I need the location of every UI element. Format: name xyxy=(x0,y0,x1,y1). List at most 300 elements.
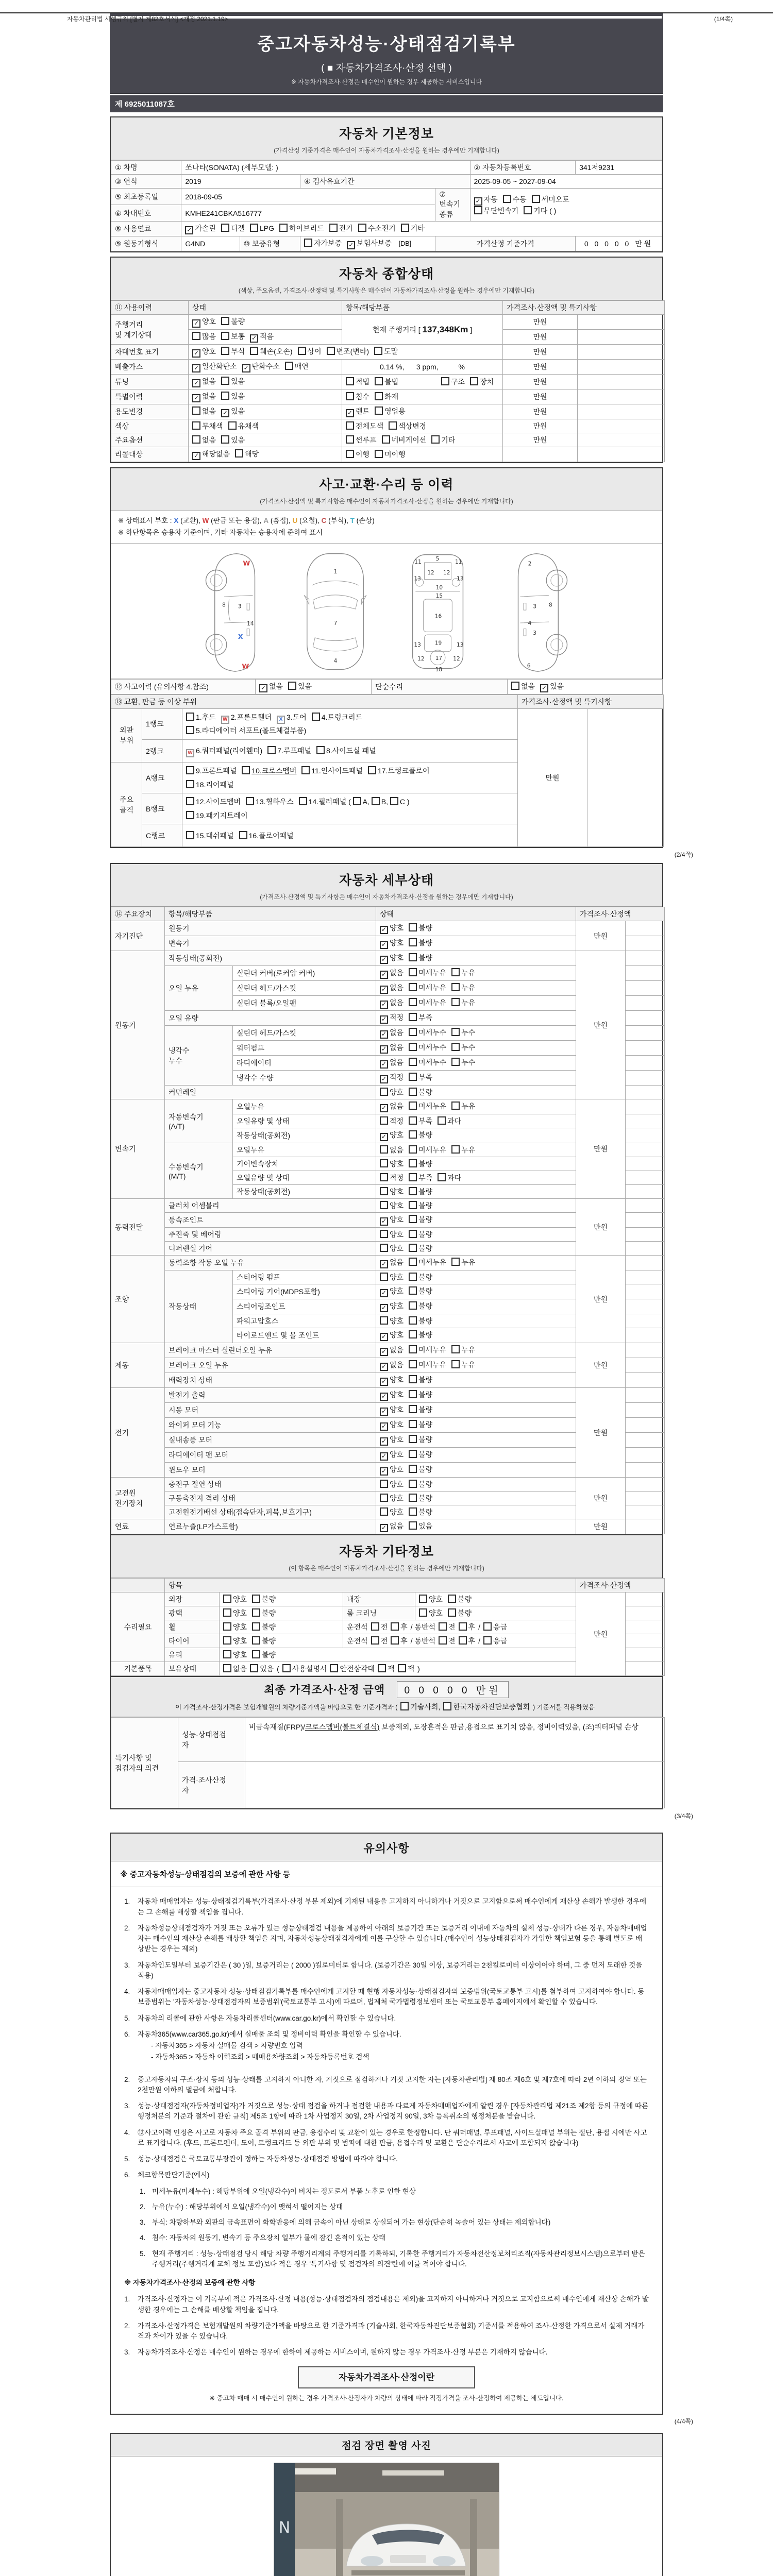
panel-items[interactable]: W 6.쿼터패널(리어휀더) 7.루프패널 8.사이드실 패널 xyxy=(182,740,518,762)
device-group-label: 제동 xyxy=(111,1343,165,1388)
svg-text:13: 13 xyxy=(456,642,464,649)
accident-flag-table xyxy=(111,679,663,694)
item-state-options[interactable]: ✓ 없음 미세누유 누유 xyxy=(376,1358,576,1373)
exchange-panel-label: ⑬ 교환, 판금 등 이상 부위 xyxy=(111,694,518,708)
svg-text:8: 8 xyxy=(222,602,226,608)
accident-header xyxy=(111,468,662,511)
etc-col-blank xyxy=(111,1579,165,1592)
item-label: 커먼레일 xyxy=(165,1086,376,1099)
item-state-options[interactable]: ✓ 없음 있음 xyxy=(376,1519,576,1534)
section-notice xyxy=(110,1833,663,2415)
notice-item: 3. 성능·상태점검자(자동차정비업자)가 거짓으로 성능·상태 점검을 하거나 점검한 내용과 다르게 자동차매매업자에게 알린 경우 [자동차관리법 제21조 제2항 등의 규정에 따른 행정처분의 기준과 절차에 관한 규칙] 제5조 1항에 따라 1차 사업정지 30일, 2차 사업정지 90일, 3차 등록취소의 행정처분을 받습니다. xyxy=(124,2102,649,2121)
item-state-options[interactable]: 양호 불량 xyxy=(376,1086,576,1099)
notice-body xyxy=(111,1887,662,2414)
svg-text:11: 11 xyxy=(455,558,462,565)
notice-item: 5. 자동차의 리콜에 관한 사항은 자동차리콜센터(www.car.go.kr)에서 확인할 수 있습니다. xyxy=(124,2014,396,2022)
state-options[interactable]: ✓ 해당없음 해당 xyxy=(189,447,342,462)
item-label: 실린더 헤드/가스킷 xyxy=(233,1026,376,1041)
emission-values: 0.14 %, 3 ppm, % xyxy=(342,360,503,375)
overall-header xyxy=(111,258,662,300)
car-diagram-top-view xyxy=(293,550,378,673)
detail-table: ⑭ 주요장치 항목/해당부품 상태 가격조사·산정액 자기진단 원동기 ✓ 양호 불량 만원 변속기 ✓ 양호 불량 원동기 작동상태(공회전) ✓ 양호 불량 만원 오일 누유 실린더 커버(로커암 커버) ✓ 없음 미세누유 누유 실린더 헤드/가스킷 ✓ 없음 미세누유 누유 실린더 블록/오일팬 ✓ 없음 미세누유 누유 오일 유량 ✓ 적정 부족 냉각수 누수 실린더 헤드/가스킷 ✓ 없음 미세누수 누수 워터펌프 ✓ 없음 미세누수 누수 라디에이터 ✓ 없음 미세누수 누수 냉각수 수량 ✓ 적정 부족 커먼레일 양호 불량 변속기 자동변속기 (A/T) 오일누유 ✓ 없음 미세누유 누유 만원 오일유량 및 상태 적정 부족 과다 작동상태(공회전) ✓ 양호 불량 수동변속기 (M/T) 오일누유 없음 미세누유 누유 기어변속장치 양호 불량 오일유량 및 상태 적정 부족 과다 작동상태(공회전) 양호 불량 동력전달 클러치 어셈블리 양호 불량 만원 등속조인트 ✓ 양호 불량 추진축 및 베어링 양호 불량 디퍼렌셜 기어 양호 불량 조향 동력조향 작동 오일 누유 ✓ 없음 미세누유 누유 만원 작동상태 스티어링 펌프 양호 불량 스티어링 기어(MDPS포함) ✓ 양호 불량 스티어링조인트 ✓ 양호 불량 파워고압호스 양호 불량 타이로드엔드 및 볼 조인트 ✓ 양호 불량 제동 브레이크 마스터 실린더오일 누유 ✓ 없음 미세누유 누유 만원 브레이크 오일 누유 ✓ 없음 미세누유 누유 배력장치 상태 ✓ 양호 불량 전기 발전기 출력 ✓ 양호 불량 만원 시동 모터 ✓ 양호 불량 와이퍼 모터 기능 ✓ 양호 불량 실내송풍 모터 ✓ 양호 불량 라디에이터 팬 모터 ✓ 양호 불량 윈도우 모터 ✓ 양호 불량 고전원 전기장치 충전구 절연 상태 양호 불량 만원 구동축전지 격리 상태 양호 불량 고전원전기배선 상태(접속단자,피복,보호기구) 양호 불량 연료 연료누출(LP가스포함) ✓ 없음 있음 만원 xyxy=(111,907,665,1534)
detail-header xyxy=(111,864,662,907)
item-label: 기어변속장치 xyxy=(233,1157,376,1171)
svg-text:19: 19 xyxy=(434,640,442,647)
page-marker-4: (4/4쪽) xyxy=(674,2417,693,2425)
engine-type-label: ⑨ 원동기형식 xyxy=(111,236,181,251)
item-label: 구동축전지 격리 상태 xyxy=(165,1492,376,1505)
svg-text:X: X xyxy=(238,632,243,640)
notice-item: 5. 성능·상태점검은 국토교통부장관이 정하는 자동차성능·상태점검 방법에 따라야 합니다. xyxy=(124,2155,398,2163)
etc-item-options[interactable]: 양호 불량 xyxy=(220,1648,576,1662)
page-meta-row xyxy=(67,14,733,23)
final-price-note: 이 가격조사·산정가격은 보험개발원의 차량기준가액을 바탕으로 한 기준가격과 ( 기술사회, 한국자동차진단보증협회 ) 기준서를 적용하였음 xyxy=(175,1703,595,1711)
base-price-value: 0 0 0 0 0 만원 xyxy=(576,236,662,251)
notice-item: 2. 가격조사·산정가격은 보험개발원의 차량기준가액을 바탕으로 한 기준가격과 (기술사회, 한국자동차진단보증협회) 기준서를 적용하여 조사·산정한 가격으로서 실제 거래가격과 차이가 있을 수 있습니다. xyxy=(124,2321,645,2341)
remarks-label: 특기사항 및 점검자의 의견 xyxy=(111,1718,178,1808)
item-state-options[interactable]: ✓ 양호 불량 xyxy=(376,1299,576,1314)
notice-item: 4. ⑫사고이력 인정은 사고로 자동차 주요 골격 부위의 판금, 용접수리 및 교환이 있는 경우로 한정합니다. 단 쿼터패널, 루프패널, 사이드실패널 부위는 절단, 용접 시에만 사고로 표기합니다. (후드, 프론트펜더, 도어, 트렁크리드 등 외판 부위 및 범퍼에 대한 판금, 용접수리 및 교환은 단순수리로서 사고에 포함되지 않습니다) xyxy=(124,2128,647,2147)
item-label: 실내송풍 모터 xyxy=(165,1433,376,1448)
item-label: 클러치 어셈블리 xyxy=(165,1199,376,1213)
item-label: 오일 유량 xyxy=(165,1011,376,1026)
use-history-label: 용도변경 xyxy=(111,404,189,419)
item-state-options[interactable]: 양호 불량 xyxy=(376,1478,576,1492)
detail-title: 자동차 세부상태 xyxy=(339,873,434,888)
item-state-options[interactable]: ✓ 양호 불량 xyxy=(376,951,576,966)
use-history-label: 차대번호 표기 xyxy=(111,345,189,360)
accident-history-label: ⑫ 사고이력 (유의사항 4.참조) xyxy=(111,679,256,694)
accident-subtitle: (가격조사·산정액 및 특기사항은 매수인이 자동차가격조사·산정을 원하는 경우에만 기재합니다) xyxy=(260,498,513,505)
etc-subtitle: (이 항목은 매수인이 자동차가격조사·산정을 원하는 경우에만 기재합니다) xyxy=(289,1565,484,1572)
svg-text:18: 18 xyxy=(435,667,443,673)
etc-item-options[interactable]: 양호 불량 xyxy=(220,1606,343,1620)
document xyxy=(110,12,693,2576)
document-number: 제 6925011087호 xyxy=(110,95,663,112)
svg-text:12: 12 xyxy=(427,569,434,576)
etc-item-label: 외장 xyxy=(165,1592,220,1606)
section-photos xyxy=(110,2433,663,2576)
state-options[interactable]: 무채색 유채색 xyxy=(189,419,342,433)
etc-item-label: 유리 xyxy=(165,1648,220,1662)
svg-text:1: 1 xyxy=(333,568,338,575)
page-top-border xyxy=(0,12,773,13)
detail-col-state: 상태 xyxy=(376,907,576,921)
svg-text:12: 12 xyxy=(453,655,460,662)
overall-col-price: 가격조사·산정액 및 특기사항 xyxy=(503,301,665,315)
inspector-remark-label: 성능·상태점검 자 xyxy=(178,1718,245,1762)
repair-needed-label: 수리필요 xyxy=(111,1592,165,1662)
item-label: 냉각수 수량 xyxy=(233,1071,376,1086)
svg-text:15: 15 xyxy=(435,592,443,599)
transmission-label: ⑦ 변속기 종류 xyxy=(435,189,470,222)
etc-position-options[interactable]: 운전석 전 후 / 동반석 전 후 / 응급 xyxy=(343,1620,576,1634)
item-state-options[interactable]: ✓ 없음 미세누유 누유 xyxy=(376,1099,576,1114)
item-label: 작동상태(공회전) xyxy=(233,1185,376,1199)
etc-header xyxy=(111,1534,662,1578)
item-state-options[interactable]: ✓ 없음 미세누수 누수 xyxy=(376,1041,576,1056)
item-label: 실린더 블록/오일팬 xyxy=(233,996,376,1011)
item-state-options[interactable]: ✓ 양호 불량 xyxy=(376,1213,576,1228)
detail-col-price: 가격조사·산정액 xyxy=(576,907,665,921)
vin-label: ⑥ 차대번호 xyxy=(111,205,181,222)
item-state-options[interactable]: ✓ 적정 부족 xyxy=(376,1071,576,1086)
state-options[interactable]: 없음 ✓ 있음 xyxy=(189,404,342,419)
notice-subtitle: ※ 중고자동차성능·상태점검의 보증에 관한 사항 등 xyxy=(111,1861,662,1887)
car-diagram-left-side xyxy=(198,550,275,673)
etc-item-options[interactable]: 양호 불량 xyxy=(220,1620,343,1634)
part-options[interactable]: ✓ 렌트 영업용 xyxy=(342,404,503,419)
item-label: 라디에이터 팬 모터 xyxy=(165,1448,376,1463)
item-label: 동력조향 작동 오일 누유 xyxy=(165,1256,376,1270)
document-title: 중고자동차성능·상태점검기록부 xyxy=(257,35,516,54)
item-label: 고전원전기배선 상태(접속단자,피복,보호기구) xyxy=(165,1505,376,1519)
svg-text:13: 13 xyxy=(414,575,421,582)
state-options[interactable]: ✓ 일산화탄소 ✓ 탄화수소 매연 xyxy=(189,360,342,375)
item-state-options[interactable]: ✓ 양호 불량 xyxy=(376,1403,576,1418)
inspection-photo-front xyxy=(274,2463,499,2576)
item-state-options[interactable]: ✓ 없음 미세누유 누유 xyxy=(376,966,576,981)
item-label: 변속기 xyxy=(165,936,376,951)
law-reference: 자동차관리법 시행규칙 [별지 제82호서식] <개정 2021.1.19> xyxy=(67,15,228,23)
notice-item: 6. 자동차365(www.car365.go.kr)에서 실매물 조회 및 정비이력 확인을 확인할 수 있습니다. - 자동차365 > 자동차 실매물 검색 > 차량번호 입력 - 자동차365 > 자동차 이력조회 > 매매용차량조회 > 자동차등록번호 검색 xyxy=(124,2030,401,2061)
item-state-options[interactable]: ✓ 없음 미세누유 누유 xyxy=(376,1343,576,1358)
document-title-note: ※ 자동차가격조사·산정은 매수인이 원하는 경우 제공하는 서비스입니다 xyxy=(291,78,482,86)
notice-item: 3. 자동차인도일부터 보증기간은 ( 30 )일, 보증거리는 ( 2000 )킬로미터로 합니다. (보증기간은 30일 이상, 보증거리는 2천킬로미터 이상이어야 하며, 그 중 먼저 도래한 것을 적용) xyxy=(124,1961,643,1979)
device-group-label: 원동기 xyxy=(111,951,165,1099)
detail-col-device: ⑭ 주요장치 xyxy=(111,907,165,921)
svg-text:5: 5 xyxy=(435,555,440,562)
etc-item-options-b[interactable]: 양호 불량 xyxy=(415,1592,576,1606)
panel-items[interactable]: 12.사이드멤버 13.휠하우스 14.필러패널 ( A, B, C ) 19.패키지트레이 xyxy=(182,793,518,824)
item-state-options[interactable]: ✓ 양호 불량 xyxy=(376,1328,576,1343)
notice-subitem: 1. 미세누유(미세누수) : 해당부위에 오일(냉각수)이 비치는 정도로서 부품 노후로 인한 현상 xyxy=(140,2187,416,2195)
etc-item-label: 휠 xyxy=(165,1620,220,1634)
item-label: 스티어링 펌프 xyxy=(233,1270,376,1284)
svg-text:16: 16 xyxy=(434,613,442,620)
basic-info-table xyxy=(111,160,662,251)
panel-items[interactable]: 9.프론트패널 10.크로스멤버 11.인사이드패널 17.트렁크플로어 18.리어패널 xyxy=(182,762,518,793)
first-reg-value: 2018-09-05 xyxy=(181,189,435,205)
detail-col-item: 항목/해당부품 xyxy=(165,907,376,921)
device-sub-label: 수동변속기 (M/T) xyxy=(165,1143,233,1199)
state-code-line: ※ 상태표시 부호 : X (교환), W (판금 또는 용접), A (흠집), U (요철), C (부식), T (손상) xyxy=(118,517,375,524)
car-diagram-right-side xyxy=(498,550,575,673)
svg-text:13: 13 xyxy=(414,642,421,649)
section-overall-state xyxy=(110,257,663,463)
item-state-options[interactable]: ✓ 양호 불량 xyxy=(376,1373,576,1388)
item-state-options[interactable]: ✓ 양호 불량 xyxy=(376,1463,576,1478)
warranty-type-label: ⑩ 보증유형 xyxy=(240,236,300,251)
item-label: 오일누유 xyxy=(233,1099,376,1114)
notice-item: 6. 체크항목판단기준(예시) xyxy=(124,2171,210,2179)
item-state-options[interactable]: ✓ 양호 불량 xyxy=(376,1388,576,1403)
page-marker-2: (2/4쪽) xyxy=(674,851,693,859)
odometer-state-options[interactable]: ✓ 양호 불량 xyxy=(189,315,342,330)
item-state-options[interactable]: 양호 불량 xyxy=(376,1270,576,1284)
etc-position-options[interactable]: 운전석 전 후 / 동반석 전 후 / 응급 xyxy=(343,1634,576,1648)
item-label: 작동상태(공회전) xyxy=(165,951,376,966)
item-label: 추진축 및 베어링 xyxy=(165,1228,376,1242)
notice-item: 3. 자동차가격조사·산정은 매수인이 원하는 경우에 한하여 제공하는 서비스이며, 원하지 않는 경우 가격조사·산정 부분은 기재하지 않습니다. xyxy=(124,2348,548,2357)
mileage-amount-options[interactable]: 많음 보통 ✓ 적음 xyxy=(189,330,342,345)
item-state-options[interactable]: 적정 부족 과다 xyxy=(376,1114,576,1128)
item-label: 시동 모터 xyxy=(165,1403,376,1418)
item-state-options[interactable]: 양호 불량 xyxy=(376,1228,576,1242)
svg-text:2: 2 xyxy=(528,561,532,567)
item-state-options[interactable]: ✓ 양호 불량 xyxy=(376,1128,576,1143)
etc-item-label: 타이어 xyxy=(165,1634,220,1648)
device-group-label: 변속기 xyxy=(111,1099,165,1199)
svg-text:8: 8 xyxy=(549,602,552,608)
svg-text:7: 7 xyxy=(333,620,338,626)
svg-text:3: 3 xyxy=(533,630,536,636)
item-state-options[interactable]: ✓ 양호 불량 xyxy=(376,1448,576,1463)
use-history-label: 주요옵션 xyxy=(111,433,189,447)
part-options[interactable]: 적법 불법 구조 장치 xyxy=(342,375,503,389)
part-options[interactable]: 이행 미이행 xyxy=(342,447,503,462)
inspection-valid-label: ④ 검사유효기간 xyxy=(300,175,470,189)
notice-item: 4. 자동차매매업자는 중고자동차 성능·상태점검기록부를 매수인에게 고지할 때 현행 자동차성능·상태점검자의 보증범위(국토교통부 고시)를 첨부하여 고지하여야 합니다. 동 보증범위는 '자동차성능·상태점검자의 보증범위'(국토교통부 고시)에 따르며, 법제처 국가법령정보센터 또는 국토교통부 홈페이지에서 확인할 수 있습니다. xyxy=(124,1988,645,2006)
device-group-label: 연료 xyxy=(111,1519,165,1534)
item-label: 타이로드엔드 및 볼 조인트 xyxy=(233,1328,376,1343)
svg-text:3: 3 xyxy=(238,603,242,610)
item-state-options[interactable]: 양호 불량 xyxy=(376,1505,576,1519)
page-marker-1: (1/4쪽) xyxy=(714,15,733,23)
section-basic-info xyxy=(110,116,663,252)
item-state-options[interactable]: ✓ 없음 미세누유 누유 xyxy=(376,996,576,1011)
item-state-options[interactable]: ✓ 양호 불량 xyxy=(376,1418,576,1433)
etc-item-options[interactable]: 양호 불량 xyxy=(220,1634,343,1648)
notice-title: 유의사항 xyxy=(363,1842,410,1855)
state-options[interactable]: 없음 있음 xyxy=(189,433,342,447)
basic-info-header xyxy=(111,117,662,160)
vin-value: KMHE241CBKA516777 xyxy=(181,205,435,222)
svg-text:4: 4 xyxy=(333,657,338,664)
item-state-options[interactable]: ✓ 양호 불량 xyxy=(376,921,576,936)
inspection-valid-value: 2025-09-05 ~ 2027-09-04 xyxy=(470,175,662,189)
item-label: 작동상태(공회전) xyxy=(233,1128,376,1143)
car-name-label: ① 차명 xyxy=(111,161,181,175)
photos-header xyxy=(111,2434,662,2456)
etc-col-price: 가격조사·산정액 xyxy=(576,1579,665,1592)
item-label: 워터펌프 xyxy=(233,1041,376,1056)
item-label: 라디에이터 xyxy=(233,1056,376,1071)
item-label: 오일누유 xyxy=(233,1143,376,1157)
etc-item-label: 광택 xyxy=(165,1606,220,1620)
svg-text:13: 13 xyxy=(456,575,464,582)
overall-table: ⑪ 사용이력 상태 항목/해당부품 가격조사·산정액 및 특기사항 주행거리 및 계기상태 ✓ 양호 불량 현재 주행거리 [ 137,348Km ] 만원 많음 보통 ✓ 적음 만원 차대번호 표기 ✓ 양호 부식 훼손(오손) 상이 변조(변타) 도말 만원 배출가스 ✓ 일산화탄소 ✓ 탄화수소 매연 0.14 %, 3 ppm, % 만원 튜닝 ✓ 없음 있음 적법 불법 구조 장치 만원 특별이력 ✓ 없음 있음 침수 화재 만원 용도변경 없음 ✓ 있음 ✓ 렌트 영업용 만원 색상 무채색 유채색 전체도색 색상변경 만원 주요옵션 없음 있음 썬루프 네비게이션 기타 만원 리콜대상 ✓ 해당없음 해당 이행 미이행 xyxy=(111,300,665,462)
notice-item: 2. 자동차성능상태점검자가 거짓 또는 오류가 있는 성능상태점검 내용을 제공하여 아래의 보증기간 또는 보증거리 이내에 자동차의 실제 성능·상태가 다른 경우, 자동차매매업자는 매수인의 재산상 손해를 배상할 책임을 지며, 자동차성능상태점검자에게 이를 구상할 수 있습니다.(매수인이 성능상태점검자가 가입한 책임보험 등을 통해 별도로 배상받는 경우는 제외) xyxy=(124,1924,647,1953)
svg-text:12: 12 xyxy=(417,655,425,662)
use-history-label: 리콜대상 xyxy=(111,447,189,462)
notice-item: 1. 가격조사·산정자는 이 기록부에 적은 가격조사·산정 내용(성능·상태점검자의 점검내용은 제외)을 고지하지 아니하거나 거짓으로 고지함으로써 매수인에게 재산상 손해가 발생한 경우에는 그 손해를 배상할 책임을 집니다. xyxy=(124,2295,649,2314)
device-group-label: 조향 xyxy=(111,1256,165,1343)
overall-col-state: 상태 xyxy=(189,301,342,315)
title-box xyxy=(110,12,663,94)
item-label: 배력장치 상태 xyxy=(165,1373,376,1388)
etc-col-item: 항목 xyxy=(165,1579,576,1592)
etc-item-label-b: 내장 xyxy=(343,1592,415,1606)
svg-text:14: 14 xyxy=(247,620,254,627)
use-history-label: 주행거리 및 계기상태 xyxy=(111,315,189,345)
legend-note: ※ 하단항목은 승용차 기준이며, 기타 자동차는 승용차에 준하여 표시 xyxy=(118,528,323,536)
basic-items-label: 기본품목 xyxy=(111,1662,165,1676)
first-reg-label: ⑤ 최초등록일 xyxy=(111,189,181,205)
overall-title: 자동차 종합상태 xyxy=(339,267,434,281)
simple-repair-options[interactable]: 없음 ✓ 있음 xyxy=(508,679,663,694)
rank-label: 2랭크 xyxy=(142,740,182,762)
item-label: 와이퍼 모터 기능 xyxy=(165,1418,376,1433)
appraiser-remark-label: 가격·조사산정 자 xyxy=(178,1762,245,1808)
item-state-options[interactable]: ✓ 적정 부족 xyxy=(376,1011,576,1026)
rank-label: 1랭크 xyxy=(142,708,182,739)
etc-item-options[interactable]: 양호 불량 xyxy=(220,1592,343,1606)
item-label: 오일유량 및 상태 xyxy=(233,1171,376,1185)
item-state-options[interactable]: ✓ 양호 불량 xyxy=(376,1284,576,1299)
item-label: 스티어링 기어(MDPS포함) xyxy=(233,1284,376,1299)
car-name-value: 쏘나타(SONATA) (세부모델: ) xyxy=(181,161,470,175)
item-label: 원동기 xyxy=(165,921,376,936)
fuel-options[interactable]: ✓ 가솔린 디젤 LPG 하이브리드 전기 수소전기 기타 xyxy=(181,222,662,236)
final-price-label: 최종 가격조사·산정 금액 xyxy=(264,1684,385,1697)
item-label: 브레이크 마스터 실린더오일 누유 xyxy=(165,1343,376,1358)
device-group-label: 전기 xyxy=(111,1388,165,1478)
item-state-options[interactable]: ✓ 없음 미세누수 누수 xyxy=(376,1026,576,1041)
use-history-label: 튜닝 xyxy=(111,375,189,389)
item-state-options[interactable]: 양호 불량 xyxy=(376,1242,576,1256)
etc-item-label-b: 룸 크리닝 xyxy=(343,1606,415,1620)
price-notice-title: ※ 자동차가격조사·산정의 보증에 관한 사항 xyxy=(124,2279,256,2287)
state-options[interactable]: ✓ 없음 있음 xyxy=(189,375,342,389)
part-options[interactable]: 침수 화재 xyxy=(342,389,503,404)
state-options[interactable]: ✓ 없음 있음 xyxy=(189,389,342,404)
item-state-options[interactable]: 양호 불량 xyxy=(376,1185,576,1199)
svg-text:3: 3 xyxy=(533,603,536,610)
simple-repair-label: 단순수리 xyxy=(372,679,508,694)
item-state-options[interactable]: 양호 불량 xyxy=(376,1157,576,1171)
basic-info-subtitle: (가격산정 기준가격은 매수인이 자동차가격조사·산정을 원하는 경우에만 기재합니다) xyxy=(274,147,499,154)
notice-subitem: 3. 부식: 차량하부와 외판의 금속표면이 화학반응에 의해 금속이 아닌 상태로 상실되어 가는 현상(단순히 녹슬어 있는 상태는 제외합니다) xyxy=(140,2218,551,2227)
svg-text:N: N xyxy=(278,2518,291,2537)
item-state-options[interactable]: ✓ 양호 불량 xyxy=(376,936,576,951)
photos-body xyxy=(111,2456,662,2576)
state-code-legend xyxy=(111,511,662,544)
item-state-options[interactable]: 양호 불량 xyxy=(376,1199,576,1213)
warranty-options[interactable]: 자가보증 ✓ 보험사보증 [DB] xyxy=(300,236,435,251)
use-history-label: 특별이력 xyxy=(111,389,189,404)
notice-subitem: 2. 누유(누수) : 해당부위에서 오일(냉각수)이 맺혀서 떨어지는 상태 xyxy=(140,2202,343,2211)
hold-state-label: 보유상태 xyxy=(165,1662,220,1676)
reg-no-label: ② 자동차등록번호 xyxy=(470,161,576,175)
use-history-label: 색상 xyxy=(111,419,189,433)
svg-text:12: 12 xyxy=(443,569,450,576)
item-state-options[interactable]: ✓ 없음 미세누유 누유 xyxy=(376,1256,576,1270)
basic-info-title: 자동차 기본정보 xyxy=(339,127,434,141)
svg-text:17: 17 xyxy=(435,655,443,662)
item-state-options[interactable]: 양호 불량 xyxy=(376,1314,576,1328)
base-price-label: 가격산정 기준가격 xyxy=(435,236,576,251)
etc-item-options-b[interactable]: 양호 불량 xyxy=(415,1606,576,1620)
document-subtitle: ( ■ 자동차가격조사·산정 선택 ) xyxy=(321,63,452,74)
inspector-remark-text: 비금속재질(FRP)/크로스멤버(볼트체결식) 보증제외, 도장흔적은 판금,용접으로 표기치 않음, 정비이력있음, (조)쿼터패널 손상 xyxy=(245,1718,665,1762)
item-label: 실린더 커버(로커암 커버) xyxy=(233,966,376,981)
reg-no-value: 341저9231 xyxy=(576,161,662,175)
svg-text:10: 10 xyxy=(435,584,443,591)
rank-label: A랭크 xyxy=(142,762,182,793)
detail-subtitle: (가격조사·산정액 및 특기사항은 매수인이 자동차가격조사·산정을 원하는 경우에만 기재합니다) xyxy=(260,893,513,901)
panel-items[interactable]: 1.후드 W 2.프론트휀더 X 3.도어 4.트렁크리드 5.라디에이터 서포트(볼트체결부품) xyxy=(182,708,518,739)
device-sub-label: 냉각수 누수 xyxy=(165,1026,233,1086)
device-group-label: 동력전달 xyxy=(111,1199,165,1256)
transmission-options[interactable]: ✓ 자동 수동 세미오토 무단변속기 기타 ( ) xyxy=(470,189,662,222)
notice-header xyxy=(111,1834,662,1861)
price-appraisal-note: ※ 중고차 매매 시 매수인이 원하는 경우 가격조사·산정자가 차량의 상태에 따라 적정가격을 조사·산정하여 제공하는 제도입니다. xyxy=(209,2395,564,2402)
use-history-label: 배출가스 xyxy=(111,360,189,375)
svg-text:11: 11 xyxy=(414,558,422,565)
notice-item: 2. 중고자동차의 구조·장치 등의 성능·상태를 고지하지 아니한 자, 거짓으로 점검하거나 거짓 고지한 자는 [자동차관리법] 제 80조 제6호 및 제7호에 따라 2년 이하의 징역 또는 2천만원 이하의 벌금에 처합니다. xyxy=(124,2075,647,2094)
overall-subtitle: (색상, 주요옵션, 가격조사·산정액 및 특기사항은 매수인이 자동차가격조사·산정을 원하는 경우에만 기재합니다) xyxy=(238,287,535,294)
car-diagram-underbody xyxy=(395,550,480,673)
svg-text:4: 4 xyxy=(528,620,532,626)
notice-subitem: 4. 침수: 자동차의 원동기, 변속기 등 주요장치 일부가 물에 잠긴 흔적이 있는 상태 xyxy=(140,2234,386,2242)
item-label: 등속조인트 xyxy=(165,1213,376,1228)
item-label: 오일유량 및 상태 xyxy=(233,1114,376,1128)
final-price-band xyxy=(111,1676,662,1717)
svg-text:6: 6 xyxy=(527,663,531,669)
car-damage-diagrams xyxy=(111,544,662,679)
item-state-options[interactable]: 적정 부족 과다 xyxy=(376,1171,576,1185)
item-label: 스티어링조인트 xyxy=(233,1299,376,1314)
item-state-options[interactable]: 양호 불량 xyxy=(376,1492,576,1505)
item-state-options[interactable]: ✓ 없음 미세누수 누수 xyxy=(376,1056,576,1071)
warranty-extra: [DB] xyxy=(398,240,412,247)
item-label: 발전기 출력 xyxy=(165,1388,376,1403)
device-group-label: 자기진단 xyxy=(111,921,165,951)
state-options[interactable]: ✓ 양호 부식 훼손(오손) 상이 변조(변타) 도말 xyxy=(189,345,503,360)
overall-col-part: 항목/해당부품 xyxy=(342,301,503,315)
fuel-label: ⑧ 사용연료 xyxy=(111,222,181,236)
item-label: 브레이크 오일 누유 xyxy=(165,1358,376,1373)
final-price-value: 0 0 0 0 0 만원 xyxy=(397,1681,509,1698)
section-detail-state xyxy=(110,863,663,1809)
item-label: 연료누출(LP가스포함) xyxy=(165,1519,376,1534)
year-value: 2019 xyxy=(181,175,300,189)
item-label: 디퍼렌셜 기어 xyxy=(165,1242,376,1256)
part-options[interactable]: 전체도색 색상변경 xyxy=(342,419,503,433)
rank-label: B랭크 xyxy=(142,793,182,824)
rank-label: C랭크 xyxy=(142,824,182,847)
device-group-label: 고전원 전기장치 xyxy=(111,1478,165,1519)
panel-group-label: 외판 부위 xyxy=(111,708,142,762)
price-appraisal-box: 자동차가격조사·산정이란 xyxy=(298,2366,475,2389)
accident-history-options[interactable]: ✓ 없음 있음 xyxy=(256,679,372,694)
item-label: 충전구 절연 상태 xyxy=(165,1478,376,1492)
item-state-options[interactable]: 없음 미세누유 누유 xyxy=(376,1143,576,1157)
hold-state-options[interactable]: 없음 있음 ( 사용설명서 안전삼각대 잭 잭 ) xyxy=(220,1662,576,1676)
item-state-options[interactable]: ✓ 없음 미세누유 누유 xyxy=(376,981,576,996)
current-mileage: 현재 주행거리 [ 137,348Km ] xyxy=(342,315,503,345)
exchange-panel-table: ⑬ 교환, 판금 등 이상 부위 가격조사·산정액 및 특기사항 외판 부위 1랭크 1.후드 W 2.프론트휀더 X 3.도어 4.트렁크리드 5.라디에이터 서포트(볼트체결부품) 만원 2랭크 W 6.쿼터패널(리어휀더) 7.루프패널 8.사이드실 패널 주요 골격 A랭크 9.프론트패널 10.크로스멤버 11.인사이드패널 17.트렁크플로어 18.리어패널 B랭크 12.사이드멤버 13.휠하우스 14.필러패널 ( A, B, C ) 19.패키지트레이 C랭크 15.대쉬패널 16.플로어패널 xyxy=(111,694,664,848)
page-marker-3: (3/4쪽) xyxy=(674,1812,693,1820)
notice-subitem: 5. 현재 주행거리 : 성능·상태점검 당시 해당 차량 주행거리계의 주행거리를 기록하되, 기록한 주행거리가 자동차전산정보처리조직(자동차관리정보시스템)으로부터 받은 주행거리(주행거리계 교체 정보 포함)보다 적은 경우 '특기사항 및 점검자의 의견'란에 이를 적어야 합니다. xyxy=(140,2249,645,2268)
item-state-options[interactable]: ✓ 양호 불량 xyxy=(376,1433,576,1448)
etc-title: 자동차 기타정보 xyxy=(339,1545,434,1560)
part-options[interactable]: 썬루프 네비게이션 기타 xyxy=(342,433,503,447)
section-accident-history xyxy=(110,467,663,848)
year-label: ③ 연식 xyxy=(111,175,181,189)
panel-items[interactable]: 15.대쉬패널 16.플로어패널 xyxy=(182,824,518,847)
